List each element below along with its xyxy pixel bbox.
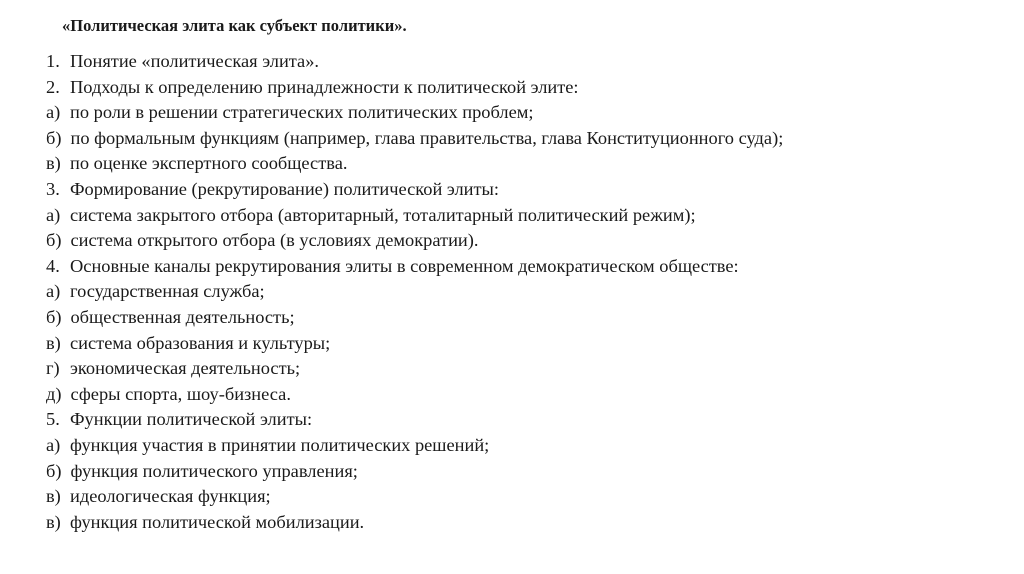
item-text: Основные каналы рекрутирования элиты в современном демократическом обществе: [70,255,739,276]
list-item [46,433,783,459]
item-text: функция политической мобилизации. [70,511,365,532]
list-item [46,305,783,331]
list-item [46,279,783,305]
list-item [46,151,783,177]
item-marker: б) [46,460,62,481]
item-marker: 3. [46,178,60,199]
list-item [46,228,783,254]
item-marker: а) [46,204,61,225]
item-text: по формальным функциям (например, глава правительства, глава Конституционного суда); [70,127,784,148]
item-text: Понятие «политическая элита». [70,51,320,71]
item-text: Функции политической элиты: [70,409,313,430]
item-marker: 5. [46,409,60,430]
item-text: по оценке экспертного сообщества. [70,153,348,174]
item-marker: в) [46,511,61,532]
item-text: государственная служба; [70,281,265,302]
item-marker: б) [46,306,62,327]
item-marker: в) [46,486,61,507]
list-item [46,407,783,433]
item-marker: в) [46,332,61,353]
item-marker: г) [46,358,60,379]
item-marker: 2. [46,76,60,97]
item-text: система закрытого отбора (авторитарный, тоталитарный политический режим); [70,204,696,225]
list-item [46,510,783,536]
item-text: общественная деятельность; [70,306,295,327]
item-text: по роли в решении стратегических политических проблем; [70,102,534,123]
item-text: Подходы к определению принадлежности к политической элите: [70,76,579,97]
list-item [46,177,783,203]
item-marker: а) [46,434,61,455]
list-item [46,100,783,126]
item-marker: а) [46,281,61,302]
item-marker: б) [46,127,62,148]
list-item [46,254,783,280]
list-item [46,331,783,357]
item-marker: д) [46,383,62,404]
list-item [46,382,783,408]
item-text: функция политического управления; [70,460,358,481]
item-marker: а) [46,102,61,123]
item-text: функция участия в принятии политических решений; [70,434,490,455]
item-text: сферы спорта, шоу-бизнеса. [70,383,291,404]
slide-title: «Политическая элита как субъект политики». [62,16,407,35]
list-item [46,459,783,485]
item-marker: 1. [46,51,60,71]
item-marker: 4. [46,255,60,276]
list-item [46,126,783,152]
list-item [46,75,783,101]
content-list [46,49,783,535]
list-item [46,49,783,75]
list-item [46,356,783,382]
item-text: экономическая деятельность; [70,358,301,379]
item-text: система открытого отбора (в условиях демократии). [70,230,479,251]
item-marker: в) [46,153,61,174]
item-text: система образования и культуры; [70,332,331,353]
list-item [46,203,783,229]
item-text: Формирование (рекрутирование) политической элиты: [70,178,500,199]
list-item [46,484,783,510]
item-text: идеологическая функция; [70,486,271,507]
item-marker: б) [46,230,62,251]
